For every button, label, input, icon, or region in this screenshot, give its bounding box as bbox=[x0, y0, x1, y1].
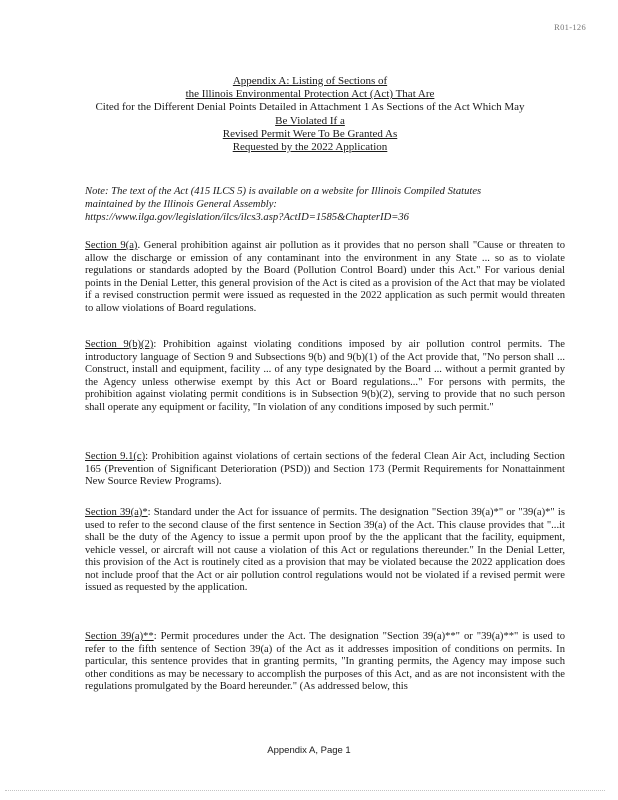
section-9a-paragraph bbox=[85, 240, 565, 315]
section-heading: Section 9(b)(2) bbox=[85, 339, 154, 350]
heading-line: Revised Permit Were To Be Granted As bbox=[222, 127, 398, 140]
section-9-1c-paragraph bbox=[85, 451, 565, 489]
note-line: Note: The text of the Act (415 ILCS 5) is available on a website for Illinois Compiled Statutes bbox=[85, 186, 482, 197]
heading-line: Appendix A: Listing of Sections of bbox=[232, 75, 388, 87]
appendix-heading bbox=[60, 75, 560, 154]
section-body: . General prohibition against air pollution as it provides that no person shall "Cause or threaten to allow the discharge or emission of any contaminant into the environment in any State ... so as to violate regulations or standards adopted by the Board (Pollution Control Board) under this Act." For various denial points in the Denial Letter, this general provision of the Act is cited as a provision of the Act that may be violated if a revised construction permit were issued as requested in the 2022 application as such permit would threaten to allow violations of Board regulations. bbox=[85, 240, 566, 314]
section-heading: Section 39(a)* bbox=[85, 507, 148, 518]
page-footer: Appendix A, Page 1 bbox=[267, 745, 351, 756]
heading-line: Cited for the Different Denial Points Detailed in Attachment 1 As Sections of the Act Which May bbox=[95, 101, 525, 114]
section-9b2-paragraph bbox=[85, 339, 565, 414]
section-heading: Section 39(a)** bbox=[85, 631, 154, 642]
section-body: : Permit procedures under the Act. The designation "Section 39(a)**" or "39(a)**" is used to refer to the fifth sentence of Section 39(a) of the Act as it addresses imposition of conditions on permits. In particular, this sentence provides that in granting permits, "In granting permits, the Agency may impose such other conditions as may be necessary to accomplish the purposes of this Act, and as are not inconsistent with the regulations promulgated by the Board hereunder." (As addressed below, this bbox=[85, 631, 566, 692]
section-body: : Standard under the Act for issuance of permits. The designation "Section 39(a)*" or "39(a)*" is used to refer to the second clause of the first sentence in Section 39(a) of the Act. This clause provides that "...it shall be the duty of the Agency to issue a permit upon proof by the the applicant that the facility, equipment, vehicle vessel, or aircraft will not cause a violation of this Act or regulations thereunder." In the Denial Letter, this provision of the Act is routinely cited as a provision that may be violated because the 2022 application does not include proof that the Act or air pollution control regulations would not be violated if a revised permit were issued as requested by the application. bbox=[85, 507, 565, 593]
scan-artifact-line bbox=[5, 790, 605, 792]
heading-line: Requested by the 2022 Application bbox=[232, 141, 388, 154]
section-body: : Prohibition against violations of certain sections of the federal Clean Air Act, including Section 165 (Prevention of Significant Deterioration (PSD)) and Section 173 (Permit Requirements for Nonattainment New Source Review Programs). bbox=[85, 451, 565, 487]
note-line: maintained by the Illinois General Assembly: bbox=[85, 199, 277, 211]
section-body: : Prohibition against violating conditions imposed by air pollution control permits. The introductory language of Section 9 and Subsections 9(b) and 9(b)(1) of the Act provide that, "No person shall ... Construct, install and equipment, facility ... of any type designated by the Board ... without a permit granted by the Agency unless otherwise exempt by this Act or Board regulations..." For persons with permits, the prohibition against violating permit conditions is in Subsection 9(b)(2), serving to provide that no such person shall operate any equipment or facility, "In violation of any conditions imposed by such permit." bbox=[85, 339, 565, 413]
heading-line: Be Violated If a bbox=[275, 114, 345, 127]
section-39a-star-paragraph bbox=[85, 507, 565, 595]
note-url: https://www.ilga.gov/legislation/ilcs/ilcs3.asp?ActID=1585&ChapterID=36 bbox=[85, 212, 409, 224]
bates-number: R01-126 bbox=[554, 22, 586, 32]
section-39a-doublestar-paragraph bbox=[85, 631, 565, 694]
section-heading: Section 9(a) bbox=[85, 240, 138, 251]
section-heading: Section 9.1(c) bbox=[85, 451, 146, 462]
note-block bbox=[85, 185, 565, 225]
heading-line: the Illinois Environmental Protection Act (Act) That Are bbox=[185, 88, 435, 101]
